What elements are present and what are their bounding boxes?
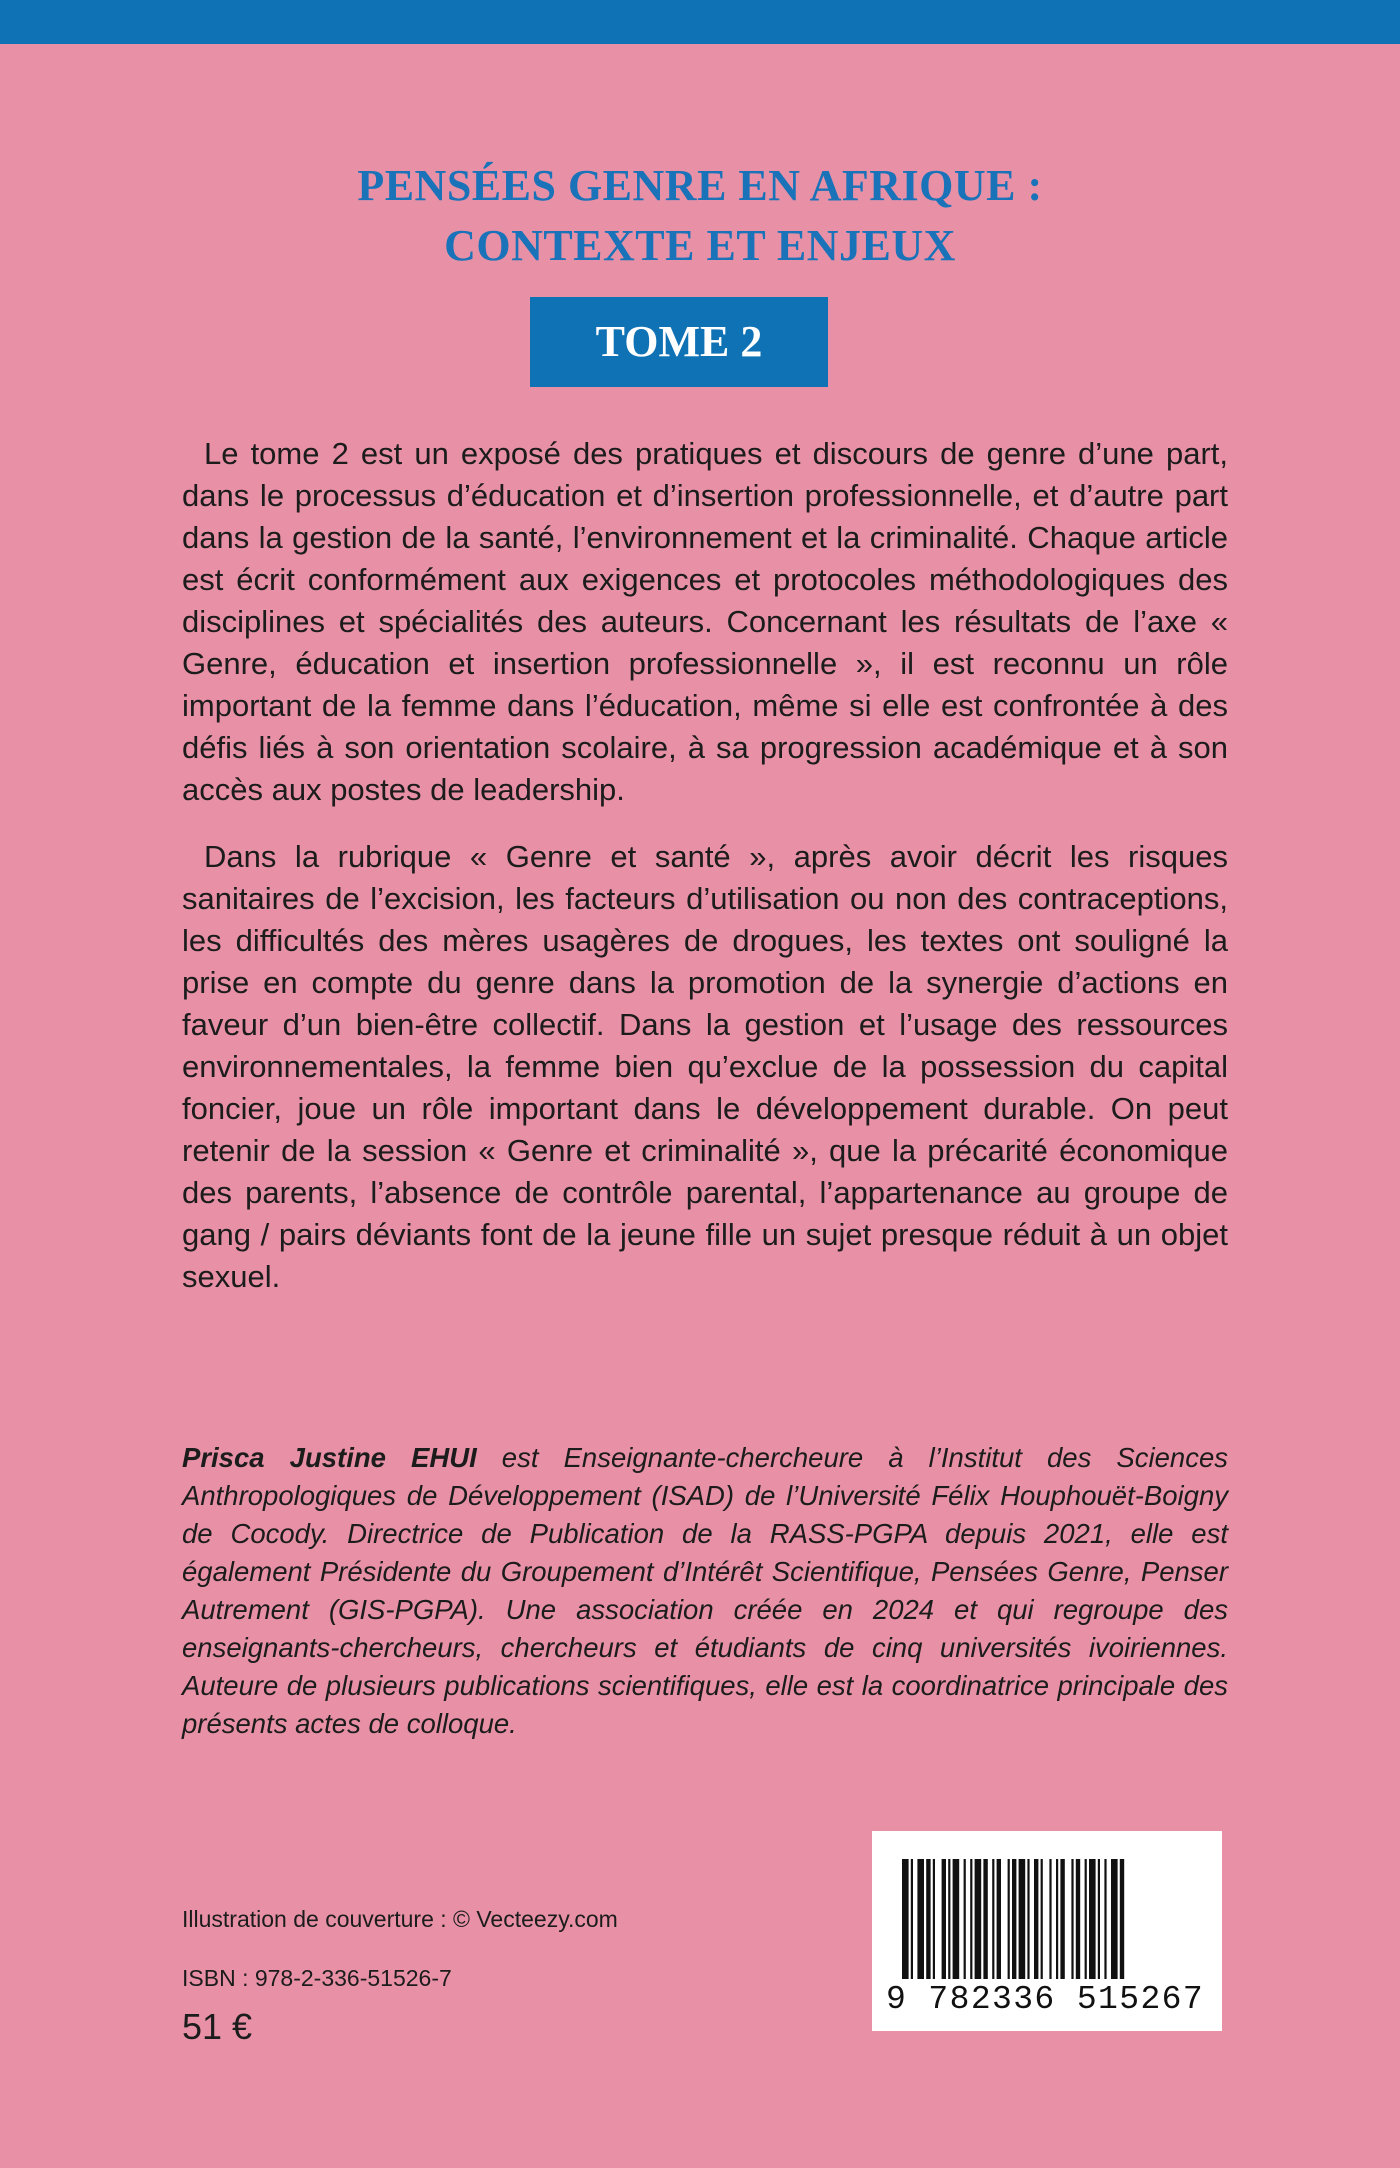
barcode <box>872 1831 1222 2031</box>
summary-paragraph-2: Dans la rubrique « Genre et santé », après avoir décrit les risques sanitaires de l’excision, les facteurs d’utilisation ou non des contraceptions, les difficultés des mères usagères de drogues, les textes ont souligné la prise en compte du genre dans la promotion de la synergie d’actions en faveur d’un bien-être collectif. Dans la gestion et l’usage des ressources environnementales, la femme bien qu’exclue de la possession du capital foncier, joue un rôle important dans le développement durable. On peut retenir de la session « Genre et criminalité », que la précarité économique des parents, l’absence de contrôle parental, l’appartenance au groupe de gang / pairs déviants font de la jeune fille un sujet presque réduit à un objet sexuel. <box>182 839 1228 1294</box>
top-color-band <box>0 0 1400 44</box>
barcode-digits: 9 782336 515267 <box>886 1981 1205 2018</box>
barcode-bars <box>872 1831 1222 1981</box>
book-title-line-2: CONTEXTE ET ENJEUX <box>444 221 956 270</box>
tome-label-box: TOME 2 <box>530 297 828 387</box>
book-title-line-1: PENSÉES GENRE EN AFRIQUE : <box>357 161 1043 210</box>
author-bio-text: est Enseignante-chercheure à l’Institut des Sciences Anthropologiques de Développement (ISAD) de l’Université Félix Houphouët-Boigny de Cocody. Directrice de Publication de la RASS-PGPA depuis 2021, elle est également Présidente du Groupement d’Intérêt Scientifique, Pensées Genre, Penser Autrement (GIS-PGPA). Une association créée en 2024 et qui regroupe des enseignants-chercheurs, chercheurs et étudiants de cinq universités ivoiriennes. Auteure de plusieurs publications scientifiques, elle est la coordinatrice principale des présents actes de colloque. <box>182 1442 1228 1739</box>
illustration-credit: Illustration de couverture : © Vecteezy.com <box>182 1906 618 1932</box>
author-biography <box>182 1439 1228 1743</box>
book-title <box>0 156 1400 276</box>
author-name: Prisca Justine EHUI <box>182 1442 477 1473</box>
isbn-number: ISBN : 978-2-336-51526-7 <box>182 1965 452 1991</box>
price: 51 € <box>182 2006 253 2047</box>
summary-paragraph-1: Le tome 2 est un exposé des pratiques et discours de genre d’une part, dans le processus d’éducation et d’insertion professionnelle, et d’autre part dans la gestion de la santé, l’environnement et la criminalité. Chaque article est écrit conformément aux exigences et protocoles méthodologiques des disciplines et spécialités des auteurs. Concernant les résultats de l’axe « Genre, éducation et insertion professionnelle », il est reconnu un rôle important de la femme dans l’éducation, même si elle est confrontée à des défis liés à son orientation scolaire, à sa progression académique et à son accès aux postes de leadership. <box>182 436 1228 807</box>
